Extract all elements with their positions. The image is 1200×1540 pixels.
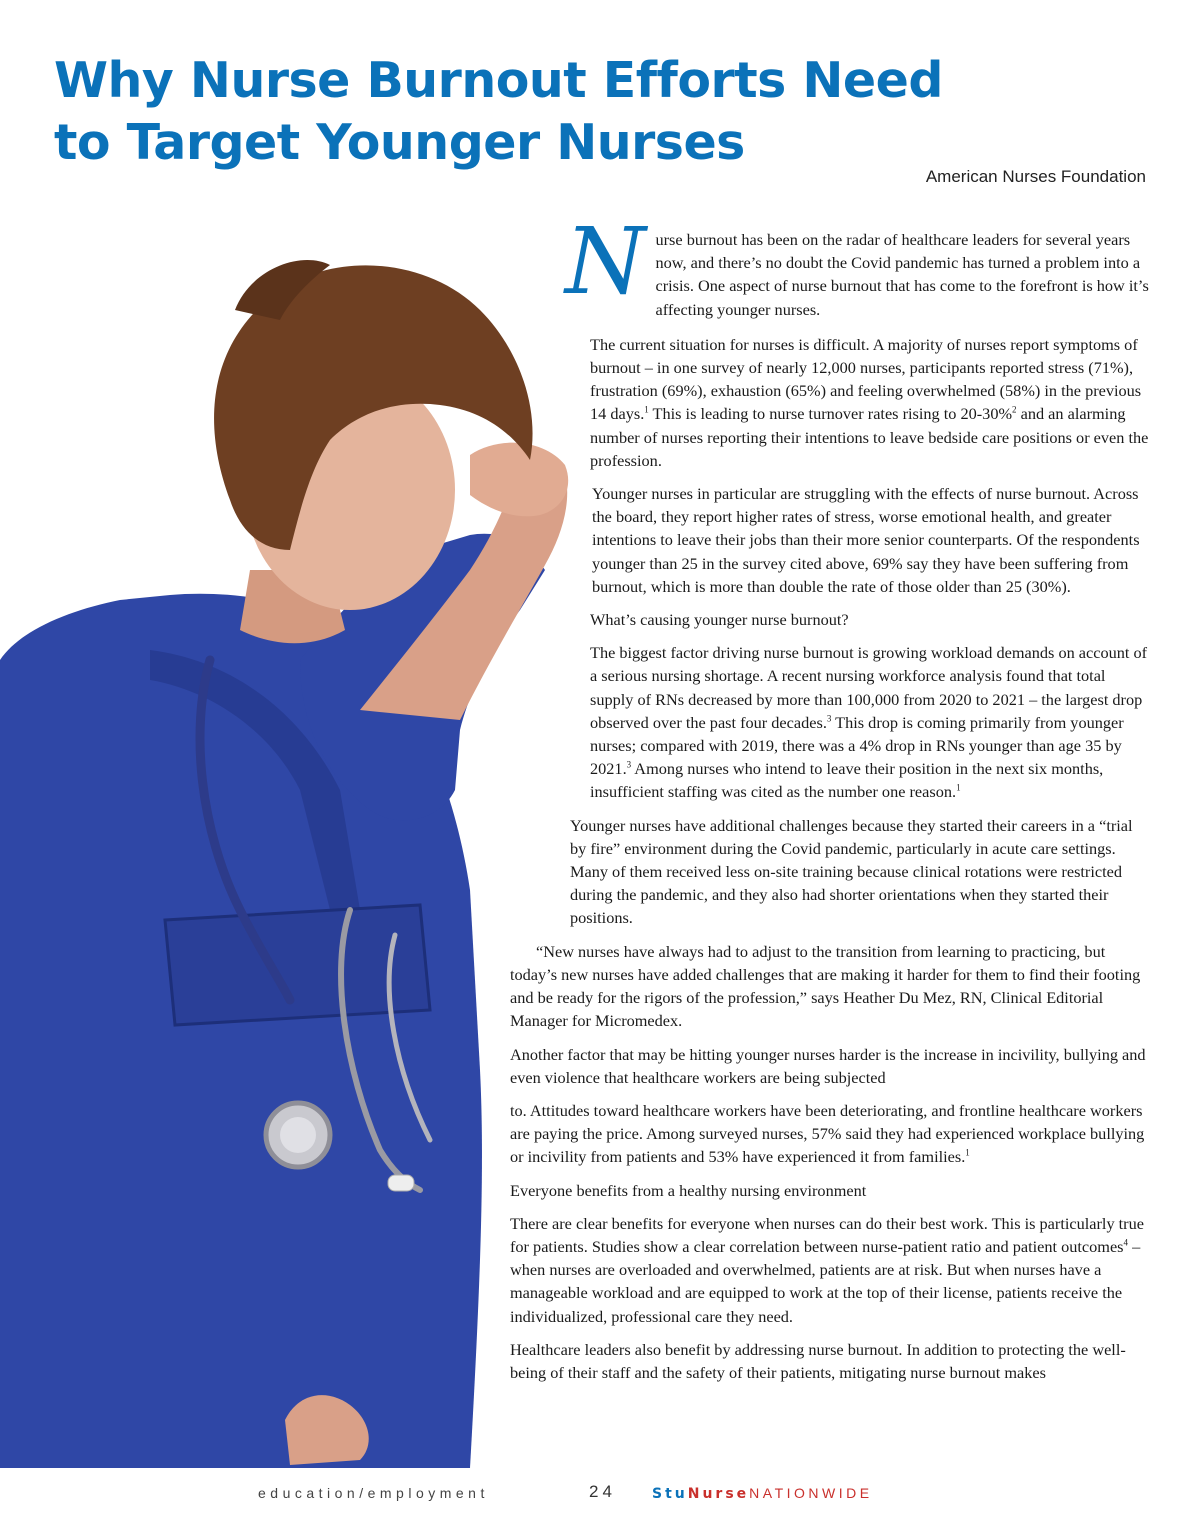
article-body: [0, 208, 1150, 1394]
title-line-2: to Target Younger Nurses: [54, 114, 745, 171]
page-number: 24: [589, 1482, 616, 1501]
paragraph-8: to. Attitudes toward healthcare workers have been deteriorating, and frontline healthcare workers are paying the price. Among surveyed nurses, 57% said they had experienced workplace bullying or incivility from patients and 53% have experienced it from families.$^1$: [510, 1100, 1145, 1167]
paragraph-2: The current situation for nurses is difficult. A majority of nurses report symptoms of burnout – in one survey of nearly 12,000 nurses, participants reported stress (71%), frustration (69%), exhaustion (65%) and feeling overwhelmed (58%) in the previous 14 days.$^1$ This is leading to nurse turnover rates rising to 20-30%$^2$ and an alarming number of nurses reporting their intentions to leave bedside care positions or even the profession.: [590, 334, 1149, 470]
paragraph-4: The biggest factor driving nurse burnout is growing workload demands on account of a serious nursing shortage. A recent nursing workforce analysis found that total supply of RNs decreased by more than 100,000 from 2020 to 2021 – the largest drop observed over the past four decades.$^3$ This drop is coming primarily from younger nurses; compared with 2019, there was a 4% drop in RNs younger than age 35 by 2021.$^3$ Among nurses who intend to leave their position in the next six months, insufficient staffing was cited as the number one reason.$^1$: [590, 643, 1148, 802]
footer-section-label: education/employment: [258, 1485, 489, 1501]
paragraph-6: “New nurses have always had to adjust to the transition from learning to practicing, but today’s new nurses have added challenges that are making it harder for them to find their footing and be ready for the rigors of the profession,” says Heather Du Mez, RN, Clinical Editorial Manager for Micromedex.: [510, 941, 1141, 1031]
page-footer: [0, 1483, 1200, 1507]
paragraph-5: Younger nurses have additional challenges because they started their careers in a “trial by fire” environment during the Covid pandemic, particularly in acute care settings. Many of them received less on-site training because clinical rotations were restricted during the pandemic, and they also had shorter orientations when they started their positions.: [570, 815, 1133, 928]
byline: American Nurses Foundation: [925, 167, 1146, 186]
paragraph-10: Healthcare leaders also benefit by addressing nurse burnout. In addition to protecting the well-being of their staff and the safety of their patients, mitigating nurse burnout makes: [510, 1339, 1126, 1382]
paragraph-7: Another factor that may be hitting younger nurses harder is the increase in incivility, bullying and even violence that healthcare workers are being subjected: [510, 1044, 1146, 1087]
paragraph-3: Younger nurses in particular are struggling with the effects of nurse burnout. Across the board, they report higher rates of stress, worse emotional health, and greater intentions to leave their jobs than their more senior counterparts. Of the respondents younger than 25 in the survey cited above, 69% say they have been suffering from burnout, which is more than double the rate of those older than 25 (30%).: [592, 484, 1140, 596]
drop-cap: N: [565, 208, 646, 315]
subheading-causes: What’s causing younger nurse burnout?: [590, 610, 849, 630]
brand-logo: StuNurseNATIONWIDE: [652, 1485, 873, 1502]
title-line-1: Why Nurse Burnout Efforts Need: [54, 52, 943, 109]
paragraph-1: Nurse burnout has been on the radar of healthcare leaders for several years now, and there’s no doubt the Covid pandemic has turned a problem into a crisis. One aspect of nurse burnout that has come to the forefront is how it’s affecting younger nurses.: [565, 208, 1149, 319]
paragraph-9: There are clear benefits for everyone when nurses can do their best work. This is particularly true for patients. Studies show a clear correlation between nurse-patient ratio and patient outcomes$^4$ – when nurses are overloaded and overwhelmed, patients are at risk. But when nurses have a manageable workload and are equipped to work at the top of their license, patients receive the individualized, professional care they need.: [510, 1213, 1144, 1326]
article-title: [54, 50, 1054, 174]
subheading-benefits: Everyone benefits from a healthy nursing environment: [510, 1180, 867, 1200]
